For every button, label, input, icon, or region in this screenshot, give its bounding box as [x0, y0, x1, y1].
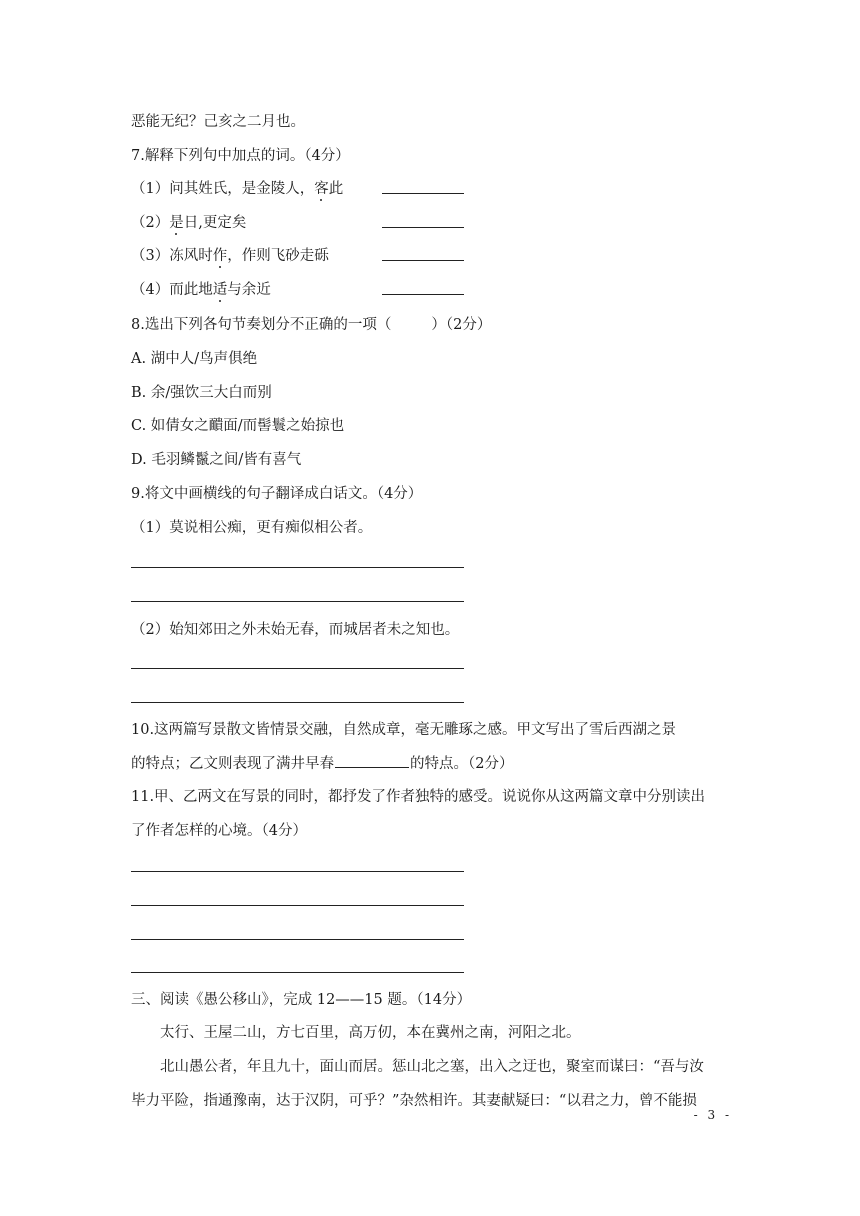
answer-blank-10[interactable]	[335, 753, 409, 768]
question-7-item-3: （3）冻风时作，作则飞砂走砾	[131, 248, 329, 264]
question-7-item-4: （4）而此地适与余近	[131, 282, 271, 298]
question-10-line-1: 10.这两篇写景散文皆情景交融，自然成章，毫无雕琢之感。甲文写出了雪后西湖之景	[131, 722, 677, 738]
answer-line-11b[interactable]	[131, 905, 464, 906]
question-8-title: 8.选出下列各句节奏划分不正确的一项（ ）（2分）	[131, 317, 492, 333]
answer-line-9-2a[interactable]	[131, 668, 464, 669]
answer-blank-7-3[interactable]	[382, 260, 464, 261]
question-8-option-b: B. 余/强饮三大白而别	[131, 385, 272, 401]
answer-line-9-1a[interactable]	[131, 567, 464, 568]
question-8-option-a: A. 湖中人/鸟声俱绝	[131, 351, 258, 367]
page-number: - 3 -	[693, 1108, 732, 1122]
question-8-option-d: D. 毛羽鳞鬣之间/皆有喜气	[131, 452, 302, 468]
answer-line-9-2b[interactable]	[131, 702, 464, 703]
answer-blank-7-4[interactable]	[382, 294, 464, 295]
question-11-line-1: 11.甲、乙两文在写景的同时，都抒发了作者独特的感受。说说你从这两篇文章中分别读出	[131, 789, 706, 805]
question-7-item-1: （1）问其姓氏，是金陵人，客此	[131, 181, 344, 197]
passage-paragraph-2-line-1: 北山愚公者，年且九十，面山而居。惩山北之塞，出入之迂也，聚室而谋曰：“吾与汝	[160, 1059, 704, 1075]
passage-end-line: 恶能无纪？己亥之二月也。	[131, 114, 305, 130]
question-9-title: 9.将文中画横线的句子翻译成白话文。（4分）	[131, 486, 423, 502]
answer-line-11a[interactable]	[131, 871, 464, 872]
answer-blank-7-2[interactable]	[382, 227, 464, 228]
answer-line-11c[interactable]	[131, 939, 464, 940]
question-11-line-2: 了作者怎样的心境。（4分）	[131, 823, 307, 839]
answer-line-9-1b[interactable]	[131, 601, 464, 602]
question-10-line-2: 的特点；乙文则表现了满井早春 的特点。（2分）	[131, 753, 513, 774]
question-7-item-2: （2）是日,更定矣	[131, 215, 247, 231]
passage-paragraph-2-line-2: 毕力平险，指通豫南，达于汉阴，可乎？”杂然相许。其妻献疑曰：“以君之力，曾不能损	[131, 1093, 697, 1109]
question-9-item-1: （1）莫说相公痴，更有痴似相公者。	[131, 520, 373, 536]
question-9-item-2: （2）始知郊田之外未始无春，而城居者未之知也。	[131, 622, 460, 638]
passage-paragraph-1: 太行、王屋二山，方七百里，高万仞，本在冀州之南，河阳之北。	[160, 1025, 581, 1041]
question-7-title: 7.解释下列句中加点的词。（4分）	[131, 148, 350, 164]
question-8-option-c: C. 如倩女之靧面/而髻鬟之始掠也	[131, 418, 345, 434]
answer-blank-7-1[interactable]	[382, 193, 464, 194]
answer-line-11d[interactable]	[131, 972, 464, 973]
section-3-title: 三、阅读《愚公移山》，完成 12——15 题。（14分）	[131, 992, 472, 1008]
